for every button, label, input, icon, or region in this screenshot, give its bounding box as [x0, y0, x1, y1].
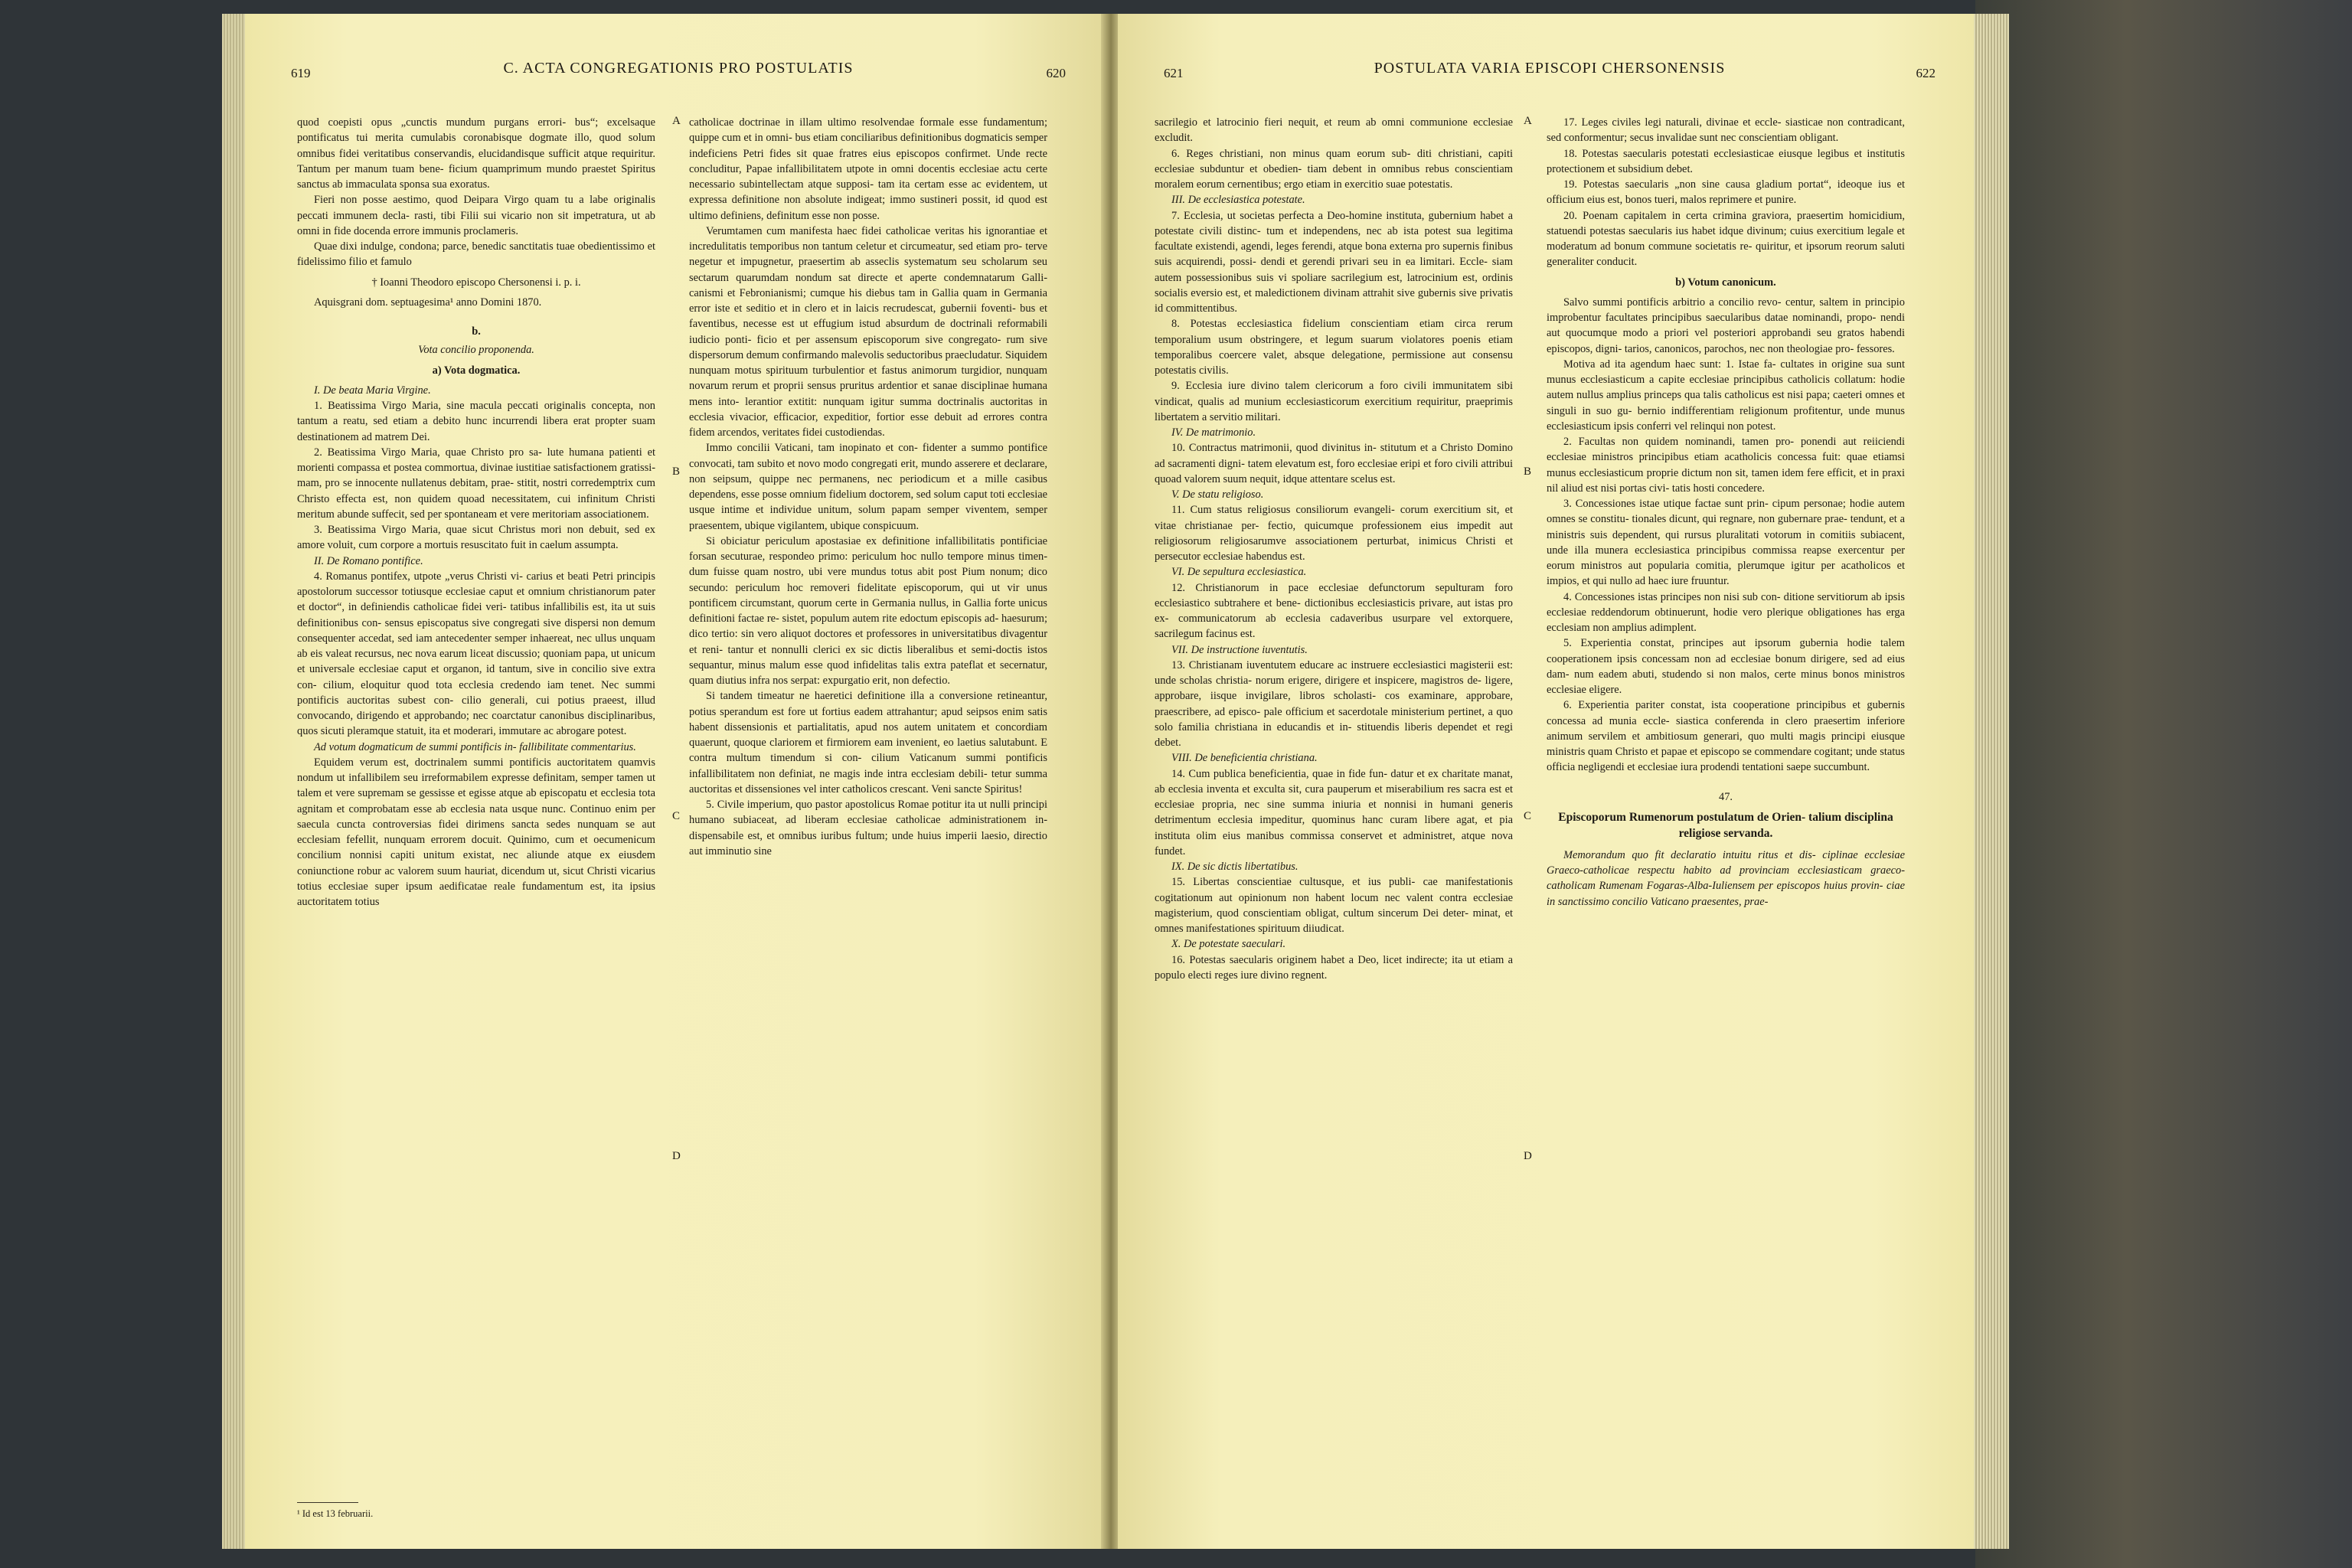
- paragraph: Si obiciatur periculum apostasiae ex definitione infallibilitatis pontificiae forsan secuturae, respondeo primo: periculum hoc nullo tempore minus timen- dum fuisse quam nostro, ubi vere mundus totus abit post Pium nonum; dico secundo: periculum hoc removeri fidelitate episcoporum, qui ut vir unus pontificem circumstant, quorum certe in Germania nullus, in Gallia forte unicus definitioni factae re- sistet, populum autem rite edoctum episcopis ad- haesurum; dico tertio: sin vero aliquot doctores et professores in universitatibus divagentur et reni- tantur et nonnulli clerici ex sic dictis liberalibus et semi-doctis istos sequantur, minus malum esse quod infidelitas talis extra pateflat et secernatur, quam diutius infra nos serpat: expurgatio erit, non defectio.: [689, 534, 1047, 687]
- paragraph: 9. Ecclesia iure divino talem clericorum a foro civili immunitatem sibi vindicat, qualis ad munium ecclesiasticorum exercitium requiritur, praeprimis libertatem a servitio militari.: [1155, 380, 1513, 423]
- heading: VII. De instructione iuventutis.: [1171, 643, 1308, 656]
- page-number: 619: [291, 66, 311, 80]
- left-page: [245, 14, 1104, 1549]
- heading: II. De Romano pontifice.: [314, 554, 423, 567]
- paragraph: sacrilegio et latrocinio fieri nequit, et reum ab omni communione ecclesiae excludit.: [1155, 116, 1513, 145]
- paragraph: Si tandem timeatur ne haeretici definitione illa a conversione retineantur, potius sperandum est fore ut fortius eadem attrahantur; apud seipsos enim satis habent dissensionis et partialitatis, apud nos autem unitatem et concordiam quaerunt, quoque clariorem et firmiorem eam invenient, eo laetius salutabunt. E contra multum timendum si con- cilium Vaticanum summi pontificis infallibilitatem non definiat, ne magis inde intra ecclesiam debili- tetur summa auctoritas et dissensiones vel inter catholicos crescant. Veni sancte Spiritus!: [689, 690, 1047, 795]
- paragraph: catholicae doctrinae in illam ultimo resolvendae formale esse fundamentum; quippe cum et in omni- bus etiam conciliaribus definitionibus dogmaticis semper indeficiens Petri fides sit quae fratres eius episcopos confirmet. Unde recte concluditur, Papae infallibilitatem utpote in omni docentis ecclesiae actu certe necessario subintellectam atque supposi- tam ita certam esse ac evidentem, ut expressa definitione non absolute indigeat; immo sustineri possit, id quod est ultimo definiens, definitum esse non posse.: [689, 116, 1047, 222]
- signature-line: † Ioanni Theodoro episcopo Chersonensi i. p. i.: [371, 276, 581, 289]
- paragraph: 2. Beatissima Virgo Maria, quae Christo pro sa- lute humana patienti et morienti compassa et postea commortua, divinae iustitiae satisfactionem gratissi- mam, pro se innocente nullatenus debitam, prae- stitit, nostri corredemptrix cum Christo effecta est, non quidem quoad necessitatem, cui infinitum Christi meritum abunde suffecit, sed per spontaneam et vere meritoriam associationem.: [297, 446, 655, 521]
- paragraph: Motiva ad ita agendum haec sunt: 1. Istae fa- cultates in origine sua sunt munus ecclesiasticum a capite ecclesiae principibus catholicis collatum: hodie autem nullus amplius princeps qua talis catholicus est nisi papa; caeteri omnes et singuli in suo gu- bernio indifferentiam religionum profitentur, unde munus ecclesiasticum ipsis conferri vel relinqui non potest.: [1547, 358, 1905, 433]
- page-number: 622: [1916, 66, 1936, 80]
- margin-letter: A: [1524, 115, 1532, 127]
- paragraph: Immo concilii Vaticani, tam inopinato et con- fidenter a summo pontifice convocati, tam subito et novo modo congregati erit, mundo asserere et declarare, non seipsum, quippe nec permanens, nec periodicum et a mille casibus dependens, esse posse omnium fidelium doctorem, sed solum caput toti ecclesiae usque intime et individue unitum, solum papam semper viventem, semper praesentem, ubique vigilantem, ubique conspicuum.: [689, 442, 1047, 532]
- left-page-edge: [222, 14, 245, 1549]
- heading: VIII. De beneficientia christiana.: [1171, 752, 1318, 765]
- margin-letter: B: [672, 466, 681, 478]
- subsection-heading: a) Vota dogmatica.: [432, 364, 521, 377]
- paragraph: 16. Potestas saecularis originem habet a Deo, licet indirecte; ita ut etiam a populo electi reges iure divino regnent.: [1155, 953, 1513, 982]
- memorandum-intro: Memorandum quo fit declaratio intuitu ritus et dis- ciplinae ecclesiae Graeco-catholicae respectu habito ad provinciam ecclesiasticam graeco-catholicam Rumenam Fogaras-Alba-Iuliensem per episcopos huius provin- ciae in sanctissimo concilio Vaticano praesentes, prae-: [1547, 848, 1905, 908]
- paragraph: Quae dixi indulge, condona; parce, benedic sanctitatis tuae obedientissimo et fidelissimo filio et famulo: [297, 240, 655, 269]
- heading: V. De statu religioso.: [1171, 488, 1264, 501]
- heading: III. De ecclesiastica potestate.: [1171, 194, 1305, 207]
- heading: IX. De sic dictis libertatibus.: [1171, 861, 1298, 873]
- section-title: Vota concilio proponenda.: [418, 344, 534, 357]
- margin-letter: D: [1524, 1150, 1532, 1162]
- right-page-column-1: [1155, 115, 1513, 1524]
- margin-letter: A: [672, 115, 681, 127]
- heading: I. De beata Maria Virgine.: [314, 384, 431, 397]
- page-number: 620: [1046, 66, 1066, 80]
- left-page-column-2: [689, 115, 1047, 1524]
- heading: IV. De matrimonio.: [1171, 426, 1256, 439]
- right-page-column-2: [1547, 115, 1905, 1524]
- paragraph: 3. Concessiones istae utique factae sunt prin- cipum personae; hodie autem omnes se constitu- tionales dicunt, qui regnare, non gubernare prae- tendunt, et a ministris suis dependent, qui rursus pluralitati votorum in comitiis subiacent, unde illa munera ecclesiastica principibus commissa reapse exercentur per eorum ministros aut popularia comitia, plerumque igitur per acatholicos et impios, et qui nullo ad haec iure fruuntur.: [1547, 498, 1905, 588]
- paragraph: Equidem verum est, doctrinalem summi pontificis auctoritatem quamvis nondum ut infallibilem seu irreformabilem expresse definitam, semper tamen ut talem et vere supremam se gessisse et egisse atque ab episcopatu et ecclesia tota agnitam et comprobatam esse ab ecclesia nata usque nunc. Continuo enim per saecula cuncta controversias fidei dirimens sancta sedes nunquam se aut ecclesiam fefellit, nunquam errorem docuit. Quinimo, cum et oecumenicum concilium nonnisi capiti unitum existat, nec aliunde atque ex eiusdem coniunctione robur ac valorem suum hauriat, dicendum ut, sicut Christi vicarius totius ecclesiae super ipsum aedificatae reale fundamentum est, ita ipsius auctoritatem totius: [297, 756, 655, 908]
- paragraph: 5. Civile imperium, quo pastor apostolicus Romae potitur ita ut nulli principi humano subiaceat, ad liberam ecclesiae catholicae administrationem in- dispensabile est, et omnibus iuribus fultum; unde huius imperii laesio, directio aut imminutio sine: [689, 799, 1047, 858]
- paragraph: 19. Potestas saecularis „non sine causa gladium portat“, ideoque ius et officium eius est, bonos tueri, malos reprimere et punire.: [1547, 178, 1905, 207]
- paragraph: 4. Romanus pontifex, utpote „verus Christi vi- carius et beati Petri principis apostolorum successor totiusque ecclesiae caput et omnium christianorum pater et doctor“, in definiendis catholicae fidei veri- tatibus infallibilis est, ita ut suis definitionibus con- sensus episcopatus sive congregati sive dispersi non demum consequenter accedat, sed iam antecedenter semper inhaereat, nec ullus unquam ab eis valeat recursus, nec nova earum liceat discussio; quoniam papa, ut unicum et universale ecclesiae caput et organon, id tantum, sive in concilio sive extra con- cilium, eloquitur quod tota ecclesia credendo iam tenet. Nec summi pontificis auctoritas subest con- cilio generali, cui potius praeest, illud convocando, dirigendo et approbando; nec coarctatur canonibus disciplinaribus, quos sicuti pleramque statuit, ita et moderari, immutare ac abrogare potest.: [297, 570, 655, 738]
- dateline: Aquisgrani dom. septuagesima¹ anno Domini 1870.: [314, 296, 542, 309]
- paragraph: 5. Experientia constat, principes aut ipsorum gubernia hodie talem cooperationem ipsis concessam non ad ecclesiae bonum dirigere, sed ad eius dam- num eadem abuti, studendo si non malos, certe minus bonos ministros ecclesiae eligere.: [1547, 637, 1905, 696]
- paragraph: 15. Libertas conscientiae cultusque, et ius publi- cae manifestationis cogitationum aut opinionum non habent locum nec valent contra ecclesiae magisterium, quod conscientiam obligat, cultum sincerum Dei deter- minat, et omnes manifestationes spirituum diiudicat.: [1155, 876, 1513, 935]
- page-number: 621: [1164, 66, 1184, 80]
- right-page-edge: [1974, 14, 2009, 1549]
- document-title: Episcoporum Rumenorum postulatum de Orien- talium disciplina religiose servanda.: [1558, 810, 1893, 840]
- paragraph: 8. Potestas ecclesiastica fidelium conscientiam etiam circa rerum temporalium usum obstringere, et legum suarum violatores poenis etiam temporalibus coercere valet, absque delegatione, permissione aut consensu potestatis civilis.: [1155, 318, 1513, 377]
- running-head: POSTULATA VARIA EPISCOPI CHERSONENSIS: [1374, 60, 1726, 77]
- margin-letter: C: [672, 810, 681, 822]
- paragraph: Salvo summi pontificis arbitrio a concilio revo- centur, saltem in principio improbentur facultates principibus saecularibus datae nominandi, propo- nendi aut quocumque modo a priori vel posteriori approbandi seu gratos habendi episcopos, digni- tarios, canonicos, parochos, nec non theologiae pro- fessores.: [1547, 296, 1905, 355]
- paragraph: quod coepisti opus „cunctis mundum purgans errori- bus“; excelsaque pontificatus tui merita cumulabis coronabisque dogmate illo, quod solum omnibus fidei veritatibus conservandis, elucidandisque sufficit atque requiritur. Tantum per manum tuam bene- ficium quamprimum mundo praestet Spiritus sanctus ab immaculata sponsa sua exoratus.: [297, 116, 655, 191]
- paragraph: 10. Contractus matrimonii, quod divinitus in- stitutum et a Christo Domino ad sacramenti digni- tatem elevatum est, foro ecclesiae eripi et foro civili attribui quoad valorem suum nequit, idque attentare scelus est.: [1155, 442, 1513, 485]
- paragraph: 1. Beatissima Virgo Maria, sine macula peccati originalis concepta, non tantum a reatu, sed etiam a debito hunc incurrendi libera erat propter suam destinationem ad matrem Dei.: [297, 400, 655, 443]
- document-number: 47.: [1719, 790, 1733, 803]
- paragraph: 13. Christianam iuventutem educare ac instruere ecclesiastici magisterii est: unde scholas christia- norum erigere, dirigere et inspicere, magistros de- ligere, approbare, iisque invigilare, libros scholasti- cos examinare, approbare, praescribere, ad episco- pale officium et sacerdotale ministerium pertinet, a quo solo familia christiana in educandis et in- stituendis liberis dependet et regi debet.: [1155, 658, 1513, 749]
- paragraph: 11. Cum status religiosus consiliorum evangeli- corum exercitium sit, et vitae christianae per- fectio, quicumque professionem eius impedit aut religiosorum religiosarumve associationem perturbat, inimicus Christi et persecutor ecclesiae habendus est.: [1155, 504, 1513, 563]
- paragraph: 14. Cum publica beneficientia, quae in fide fun- datur et ex charitate manat, ab ecclesia inventa et exculta sit, cura pauperum et miserabilium res sacra est et ecclesiae propria, nec sine summa iniuria et nonnisi in humani generis detrimentum ecclesia impeditur, quominus hanc curam libere agat, et pia instituta olim eius manibus commissa conservet et administret, atque nova fundet.: [1155, 767, 1513, 858]
- paragraph: 6. Experientia pariter constat, ista cooperatione principibus et gubernis concessa ad munia eccle- siastica conferenda in clero praesertim inferiore animum servilem et ambitiosum generari, quo multi magis principi eiusque ministris quam Christo et papae et episcopo se commendare cogitant; unde status officia negligendi et ecclesiae iura prodendi tentationi saepe succumbunt.: [1547, 699, 1905, 774]
- heading: Ad votum dogmaticum de summi pontificis in- fallibilitate commentarius.: [314, 740, 636, 753]
- left-page-column-1: [297, 115, 655, 1524]
- left-running-header: [291, 60, 1066, 90]
- section-letter: b.: [472, 325, 481, 338]
- heading: VI. De sepultura ecclesiastica.: [1171, 566, 1307, 579]
- paragraph: Verumtamen cum manifesta haec fidei catholicae veritas his ignorantiae et incredulitatis temporibus non tantum celetur et circumeatur, sed etiam pro- terve negetur et impugnetur, praesertim ab asseclis systematum seu scholarum seu sectarum quarumdam nondum sat directe et aperte condemnatarum Galli- canismi et Febronianismi; cumque his diebus tam in Gallia quam in Germania error iste et seditio et in clero et in laicis recrudescat, gubernii foventi- bus et faventibus, necesse est ut effugium istud absurdum de doctrinali reformabili iudicio ponti- ficio et per assensum episcoporum sive congregato- rum sive dispersorum demum confirmando malevolis seductoribus praecludatur. Siquidem nunquam motus spirituum turbulentior et fastus animorum turgidior, nunquam novarum rerum et proprii sensus pruritus ardentior et sanae disciplinae humana mens into- lerantior extitit: nunquam igitur summa doctrinalis auctoritas in ecclesia vivacior, efficacior, expeditior, fortior esse debuit ad errores contra fidem arcendos, veritates fidei custodiendas.: [689, 224, 1047, 439]
- margin-letter: D: [672, 1150, 681, 1162]
- paragraph: 6. Reges christiani, non minus quam eorum sub- diti christiani, capiti ecclesiae subduntur et obedien- tiam debent in omnibus rebus conscientiam moralem eorum cernentibus; ergo etiam in exercitio suae potestatis.: [1155, 147, 1513, 191]
- paragraph: 12. Christianorum in pace ecclesiae defunctorum sepulturam foro ecclesiastico subtrahere et bene- dictionibus ecclesiasticis privare, aut istas pro ex- communicatorum ab ecclesia cadaveribus usurpare vel extorquere, sacrilegum facinus est.: [1155, 581, 1513, 641]
- footnote-rule: [297, 1502, 358, 1503]
- margin-letter: B: [1524, 466, 1532, 478]
- right-page: [1118, 14, 1974, 1549]
- margin-letter: C: [1524, 810, 1532, 822]
- footnote: ¹ Id est 13 februarii.: [297, 1508, 374, 1519]
- paragraph: 3. Beatissima Virgo Maria, quae sicut Christus mori non debuit, sed ex amore voluit, cum corpore a mortuis resuscitato fuit in caelum assumpta.: [297, 524, 655, 552]
- heading: X. De potestate saeculari.: [1171, 938, 1286, 951]
- paragraph: Fieri non posse aestimo, quod Deipara Virgo quam tu a labe originalis peccati immunem decla- rasti, tibi Filii sui vicario non sit impetratura, ut ab omni in fide docenda errore immunis proclameris.: [297, 194, 655, 237]
- right-running-header: [1164, 60, 1936, 90]
- subsection-heading: b) Votum canonicum.: [1675, 276, 1776, 289]
- paragraph: 18. Potestas saecularis potestati ecclesiasticae eiusque legibus et institutis protectionem et subsidium debet.: [1547, 147, 1905, 175]
- paragraph: 7. Ecclesia, ut societas perfecta a Deo-homine instituta, gubernium habet a potestate civili distinc- tum et independens, nec ab ista potest sua legitima facultate existendi, agendi, leges ferendi, atque bona externa pro supernis finibus suis acquirendi, possi- dendi et gerendi privari seu in ea limitari. Eccle- siam autem possessionibus suis vi spoliare sacrilegium est, latrocinium est, ordinis socialis eversio est, et maledictionem divinam attrahit sive gubernis sive privatis id committentibus.: [1155, 209, 1513, 315]
- paragraph: 20. Poenam capitalem in certa crimina graviora, praesertim homicidium, statuendi potestas saecularis ius habet idque divinum; cuius exercitium legale et moderatum ad bonum commune societatis re- quiritur, et ipsorum reorum saluti generaliter conducit.: [1547, 209, 1905, 269]
- paragraph: 17. Leges civiles legi naturali, divinae et eccle- siasticae non contradicant, sed conformentur; secus invalidae sunt nec conscientiam obligant.: [1547, 116, 1905, 145]
- paragraph: 2. Facultas non quidem nominandi, tamen pro- ponendi aut reiiciendi ecclesiae ministros principibus etiam acatholicis concessa fuit: quae etiamsi munus ecclesiasticum proprie dictum non sit, tamen idem fere efficit, et in praxi nil aliud est nisi portas civi- tatis hosti concedere.: [1547, 436, 1905, 495]
- book-cover-background: [1975, 0, 2352, 1568]
- paragraph: 4. Concessiones istas principes non nisi sub con- ditione servitiorum ab ipsis ecclesiae reddendorum obtinuerunt, hodie vero plerique obligationes has erga ecclesiam non amplius adimplent.: [1547, 590, 1905, 634]
- running-head: C. ACTA CONGREGATIONIS PRO POSTULATIS: [503, 60, 854, 77]
